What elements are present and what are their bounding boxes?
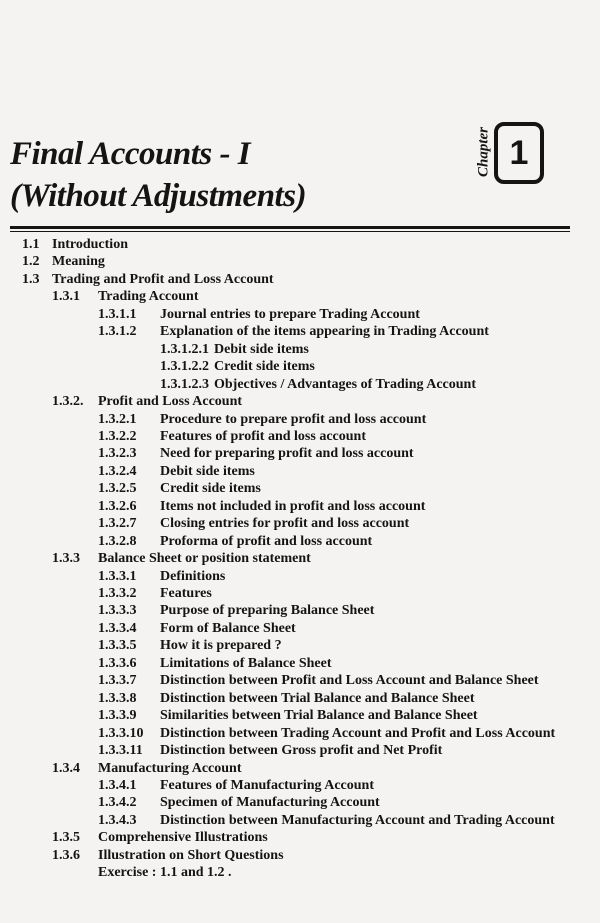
toc-text: Features of Manufacturing Account — [160, 777, 374, 793]
toc-text: Profit and Loss Account — [98, 394, 243, 410]
toc-number: 1.3.3 — [52, 551, 80, 567]
toc-number: 1.3.2.5 — [98, 481, 137, 497]
toc-number: 1.3.3.11 — [98, 743, 143, 759]
chapter-title-line-2: (Without Adjustments) — [10, 178, 307, 214]
toc-number: 1.3.2.3 — [98, 446, 137, 462]
toc-text: Manufacturing Account — [98, 760, 242, 776]
toc-number: 1.3.1.1 — [98, 306, 137, 322]
toc-number: 1.3.3.1 — [98, 568, 137, 584]
toc-number: 1.3.3.4 — [98, 620, 137, 636]
toc-text: Purpose of preparing Balance Sheet — [160, 603, 375, 619]
toc-text: Distinction between Gross profit and Net Profit — [160, 743, 443, 759]
toc-number: 1.3.2.2 — [98, 428, 137, 444]
toc-text: Limitations of Balance Sheet — [160, 655, 332, 671]
toc-number: 1.3.1.2.2 — [160, 359, 209, 375]
toc-text: Credit side items — [160, 481, 261, 497]
chapter-title-line-1: Final Accounts - I — [10, 136, 251, 172]
toc-text: Meaning — [52, 254, 105, 270]
toc-number: 1.3.3.5 — [98, 638, 137, 654]
toc-text: Exercise : 1.1 and 1.2 . — [98, 865, 232, 881]
toc-number: 1.3.5 — [52, 830, 80, 846]
title-divider-thick — [10, 226, 570, 229]
toc-number: 1.3.1.2.3 — [160, 376, 209, 392]
toc-text: Illustration on Short Questions — [98, 847, 284, 863]
toc-number: 1.3.2.1 — [98, 411, 137, 427]
toc-text: Form of Balance Sheet — [160, 620, 296, 636]
toc-number: 1.3.4.1 — [98, 777, 137, 793]
toc-text: Explanation of the items appearing in Trading Account — [160, 324, 489, 340]
toc-text: Items not included in profit and loss account — [160, 498, 426, 514]
toc-number: 1.3.2.7 — [98, 516, 137, 532]
chapter-number-box — [494, 122, 544, 184]
toc-text: Introduction — [52, 237, 128, 252]
toc-number: 1.3 — [22, 271, 40, 287]
chapter-number: 1 — [509, 133, 529, 172]
toc-text: Trading Account — [98, 289, 199, 305]
toc-text: Balance Sheet or position statement — [98, 551, 311, 567]
title-divider-thin — [10, 231, 570, 232]
toc-text: How it is prepared ? — [160, 638, 282, 654]
toc-text: Similarities between Trial Balance and Balance Sheet — [160, 708, 478, 724]
toc-number: 1.3.3.6 — [98, 655, 137, 671]
toc-number: 1.3.2. — [52, 394, 84, 410]
toc-number: 1.3.6 — [52, 847, 80, 863]
toc-text: Journal entries to prepare Trading Account — [160, 306, 420, 322]
toc-number: 1.3.3.2 — [98, 586, 137, 601]
toc-number: 1.3.3.7 — [98, 673, 137, 689]
toc-number: 1.3.3.8 — [98, 690, 137, 706]
toc-number: 1.3.2.4 — [98, 463, 137, 479]
toc-number: 1.3.3.10 — [98, 725, 144, 741]
toc-number: 1.3.2.8 — [98, 533, 137, 549]
toc-text: Debit side items — [160, 463, 255, 479]
chapter-label-text: Chapter — [475, 126, 492, 178]
toc-number: 1.2 — [22, 254, 40, 270]
toc-number: 1.3.4.2 — [98, 795, 137, 811]
toc-text: Distinction between Trading Account and Profit and Loss Account — [160, 725, 556, 741]
toc-text: Specimen of Manufacturing Account — [160, 795, 380, 811]
toc-text: Distinction between Trial Balance and Balance Sheet — [160, 690, 475, 706]
toc-text: Procedure to prepare profit and loss account — [160, 411, 427, 427]
table-of-contents — [0, 236, 600, 886]
toc-text: Credit side items — [214, 359, 315, 375]
toc-number: 1.3.1.2.1 — [160, 341, 209, 357]
toc-text: Definitions — [160, 568, 226, 584]
toc-number: 1.3.2.6 — [98, 498, 137, 514]
toc-text: Comprehensive Illustrations — [98, 830, 268, 846]
toc-text: Features of profit and loss account — [160, 428, 366, 444]
toc-number: 1.3.4.3 — [98, 812, 137, 828]
toc-text: Need for preparing profit and loss account — [160, 446, 414, 462]
toc-number: 1.3.3.9 — [98, 708, 137, 724]
toc-text: Trading and Profit and Loss Account — [52, 271, 274, 287]
toc-text: Distinction between Manufacturing Account and Trading Account — [160, 812, 555, 828]
toc-text: Distinction between Profit and Loss Account and Balance Sheet — [160, 673, 539, 689]
toc-number: 1.3.1 — [52, 289, 80, 305]
toc-text: Proforma of profit and loss account — [160, 533, 373, 549]
toc-number: 1.1 — [22, 237, 40, 252]
toc-number: 1.3.1.2 — [98, 324, 137, 340]
toc-number: 1.3.4 — [52, 760, 80, 776]
toc-text: Objectives / Advantages of Trading Account — [214, 376, 476, 392]
toc-number: 1.3.3.3 — [98, 603, 137, 619]
toc-text: Closing entries for profit and loss account — [160, 516, 410, 532]
toc-text: Debit side items — [214, 341, 309, 357]
toc-text: Features — [160, 586, 212, 601]
